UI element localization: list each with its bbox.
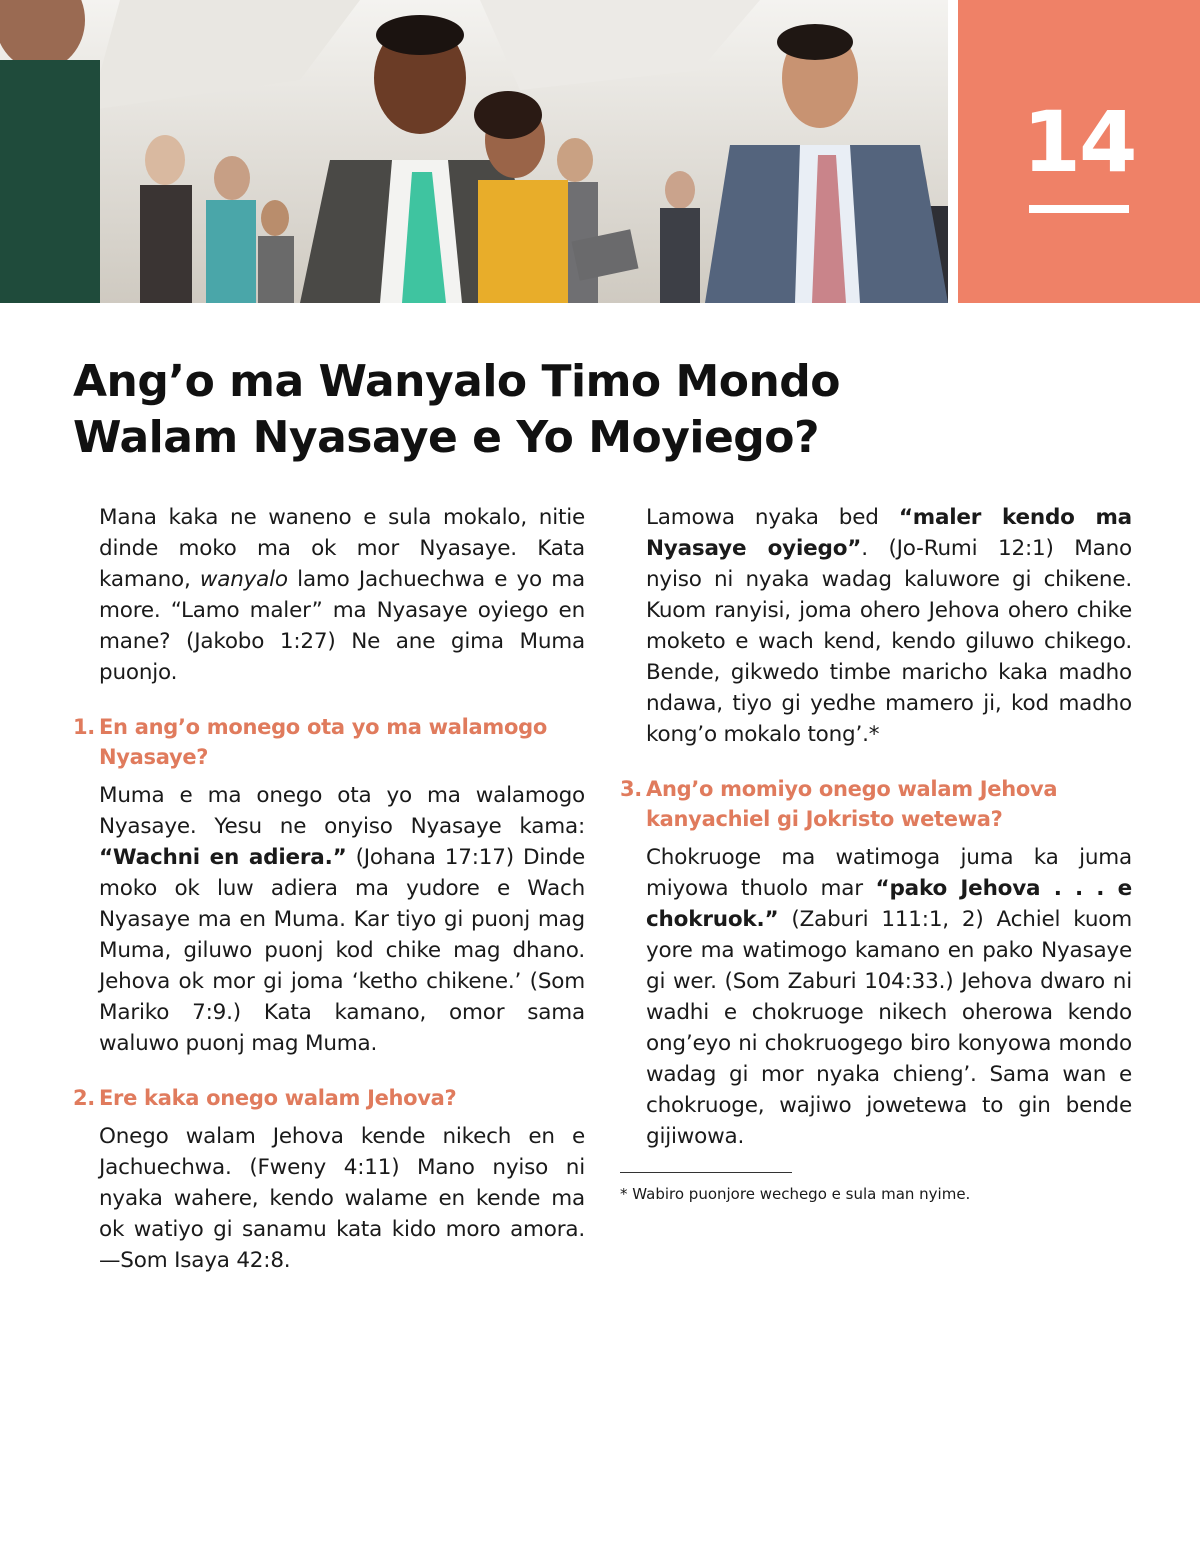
page-title (73, 354, 893, 466)
question-2-heading (73, 1083, 585, 1113)
intro-text-1: Mana kaka ne waneno e sula mokalo, nitie dinde moko ma ok mor Nyasaye. Kata kamano, (99, 505, 585, 592)
answer-3-paragraph (620, 842, 1132, 1152)
title-line-2: Walam Nyasaye e Yo Moyiego? (73, 412, 820, 463)
congregation-singing-photo-icon (0, 0, 948, 303)
answer-2-text: Onego walam Jehova kende nikech en e Jachuechwa. (Fweny 4:11) Mano nyiso ni nyaka wahere, kendo walame en kende ma ok watiyo gi sanamu kata kido moro amora. —Som Isaya 42:8. (99, 1124, 585, 1273)
right-column (620, 502, 1132, 1205)
question-3-heading (620, 774, 1132, 834)
question-1-text: En ang’o monego ota yo ma walamogo Nyasaye? (99, 715, 547, 769)
answer-3-bold: “pako Jehova . . . e chokruok.” (646, 876, 1132, 932)
answer-1-bold: “Wachni en adiera.” (99, 845, 347, 870)
lesson-number-badge (958, 0, 1200, 303)
question-3-text: Ang’o momiyo onego walam Jehova kanyachiel gi Jokristo wetewa? (646, 777, 1058, 831)
answer-2-continued-paragraph (620, 502, 1132, 750)
title-line-1: Ang’o ma Wanyalo Timo Mondo (73, 356, 841, 407)
question-3-number: 3. (620, 777, 642, 801)
intro-text-2: lamo Jachuechwa e yo ma more. “Lamo maler” ma Nyasaye oyiego en mane? (Jakobo 1:27) Ne ane gima Muma puonjo. (99, 567, 585, 685)
answer-2b-text-0: Lamowa nyaka bed (646, 505, 899, 530)
hero-photo (0, 0, 948, 303)
footnote: * Wabiro puonjore wechego e sula man nyime. (620, 1185, 971, 1203)
footnote-divider (620, 1172, 792, 1173)
answer-3-text-1: Chokruoge ma watimoga juma ka juma miyowa thuolo mar (646, 845, 1132, 901)
answer-1-text-2: (Johana 17:17) Dinde moko ok luw adiera ma yudore e Wach Nyasaye ma en Muma. Kar tiyo gi puonj mag Muma, giluwo puonj kod chike mag dhano. Jehova ok mor gi joma ‘ketho chikene.’ (Som Mariko 7:9.) Kata kamano, omor sama waluwo puonj mag Muma. (99, 845, 585, 1056)
question-2-number: 2. (73, 1086, 95, 1110)
answer-2b-text-1: . (Jo-Rumi 12:1) Mano nyiso ni nyaka wadag kaluwore gi chikene. Kuom ranyisi, joma ohero Jehova ohero chike moketo e wach kend, kendo giluwo chikego. Bende, gikwedo timbe maricho kaka madho ndawa, tiyo gi yedhe mamero ji, kod madho kong’o mokalo tong’.* (646, 536, 1132, 747)
answer-2-paragraph (73, 1121, 585, 1276)
answer-1-paragraph (73, 780, 585, 1059)
question-1-number: 1. (73, 715, 95, 739)
answer-1-text-1: Muma e ma onego ota yo ma walamogo Nyasaye. Yesu ne onyiso Nyasaye kama: (99, 783, 585, 839)
intro-paragraph (73, 502, 585, 688)
answer-3-text-2: (Zaburi 111:1, 2) Achiel kuom yore ma watimogo kamano en pako Nyasaye gi wer. (Som Zaburi 104:33.) Jehova dwaro ni wadhi e chokruoge nikech oherowa kendo ong’eyo ni chokruogego biro konyowa mondo wadag gi mor nyaka chieng’. Sama wan e chokruoge, wajiwo jowetewa to gin bende gijiwowa. (646, 907, 1132, 1149)
intro-emphasis: wanyalo (199, 567, 288, 592)
badge-underline (1029, 205, 1129, 213)
left-column (73, 502, 585, 1290)
question-1-heading (73, 712, 585, 772)
lesson-number: 14 (1022, 93, 1136, 191)
answer-2b-bold: “maler kendo ma Nyasaye oyiego” (646, 505, 1132, 561)
question-2-text: Ere kaka onego walam Jehova? (99, 1086, 457, 1110)
